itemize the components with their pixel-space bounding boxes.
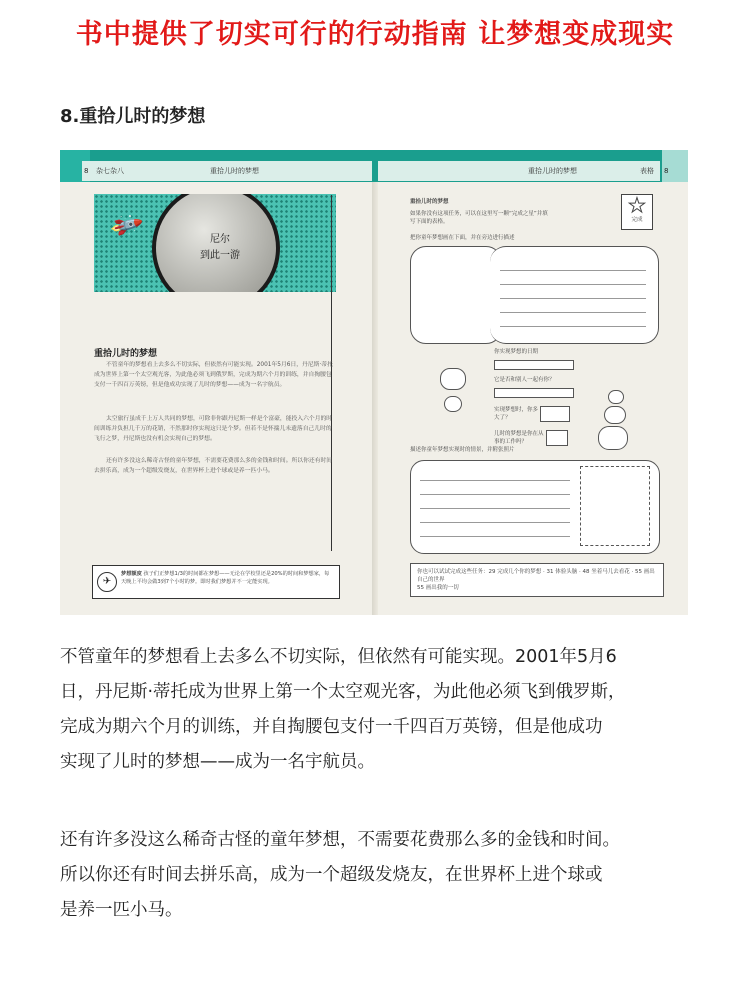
photo-prompt: 描述你童年梦想实现时的情景，并附张照片	[410, 447, 515, 453]
book-spine	[372, 182, 378, 615]
body-paragraph-1: 不管童年的梦想看上去多么不切实际，但依然有可能实现。2001年5月6 日，丹尼斯·蒂托成为世界上第一个太空观光客，为此他必须飞到俄罗斯， 完成为期六个月的训练，并自掏腰包支付一千四百万英镑，但是他成功 实现了儿时的梦想——成为一名宇航员。	[60, 647, 626, 772]
tip-icon: ✈	[97, 572, 117, 592]
write-line	[420, 494, 570, 495]
done-label: 完成	[631, 217, 643, 223]
right-page-tab	[662, 150, 688, 182]
field-date-label: 你实现梦想的日期	[494, 349, 539, 355]
write-line	[420, 508, 570, 509]
age-field-box	[540, 406, 570, 422]
field-cost-label: 实现梦想时，你多大了？	[494, 407, 539, 421]
moon-text-line2: 到此一游	[200, 250, 240, 261]
drawing-bubble	[410, 246, 502, 344]
form-instruction: 如果你没有这项任务，可以在这里写一颗“完成之星”并填写下面的表格。	[410, 211, 548, 225]
book-spread-image	[60, 150, 688, 615]
write-line	[420, 522, 570, 523]
related-tasks-box	[410, 563, 664, 597]
bubble-prompt: 把你童年梦想画在下面，并在旁边进行描述	[410, 235, 515, 241]
left-page-number: 8	[84, 167, 89, 175]
page-paragraph-2: 太空旅行虽成千上万人共同的梦想，可除非你跟丹尼斯一样是个富豪，能投入六个月的时间训练并负担几千万的花销，不然那时你实现这只是个梦。但若不是怀揣儿未遗落自己儿时的飞行之梦，丹尼斯也没有机会实现自己的梦想。	[94, 416, 333, 443]
thought-bubble-large	[440, 368, 466, 390]
star-icon: ★	[628, 193, 646, 217]
thought-bubble-right-large	[598, 426, 628, 450]
job-yes-box	[546, 430, 568, 446]
section-title: 8.重拾儿时的梦想	[60, 106, 206, 127]
tip-box	[92, 565, 340, 599]
tip-body: 孩子们正梦想1/3的时间都在梦想——无论在学校里还是20%的时间和梦想家，每天晚上平均会做3到7个小时的梦。即时我们梦想并不一定能实现。	[121, 571, 330, 585]
page-heading: 重拾儿时的梦想	[94, 349, 158, 359]
field-job-label: 儿时的梦想是你在从事的工作吗？	[494, 431, 544, 445]
moon-text-line1: 尼尔	[210, 234, 230, 245]
write-line	[500, 270, 646, 271]
body-paragraph-2: 还有许多没这么稀奇古怪的童年梦想，不需要花费那么多的金钱和时间。 所以你还有时间去拼乐高，成为一个超级发烧友，在世界杯上进个球或 是养一匹小马。	[60, 830, 620, 920]
moon-illustration	[94, 194, 336, 292]
thought-bubble-small	[444, 396, 462, 412]
shuttle-icon: 🚀	[107, 208, 144, 245]
page-paragraph-3: 还有许多没这么稀奇古怪的童年梦想，不需要花费那么多的金钱和时间。所以你还有时间去拼乐高，成为一个超级发烧友，在世界杯上进个球或是养一匹小马。	[94, 458, 333, 475]
related-tasks-text-2: 55 画出我的一切	[417, 585, 459, 591]
write-line	[500, 312, 646, 313]
done-star-box	[621, 194, 653, 230]
related-tasks-text: 你也可以试试完成这些任务：29 完成几个你的梦想 · 31 体验头脑 · 48 坐着马儿去看花 · 55 画出自己的世界	[417, 569, 655, 583]
left-running-head: 杂七杂八	[96, 167, 124, 175]
form-title: 重拾儿时的梦想	[410, 199, 449, 205]
photo-frame	[580, 466, 650, 546]
tip-label: 梦想额度	[121, 571, 142, 577]
right-strip-title: 重拾儿时的梦想	[528, 167, 577, 175]
tip-text	[121, 570, 333, 586]
left-header-strip	[82, 161, 372, 181]
together-field-box	[494, 388, 574, 398]
write-line	[500, 326, 646, 327]
moon-circle	[152, 194, 280, 292]
left-strip-title: 重拾儿时的梦想	[210, 167, 259, 175]
right-page-number: 8	[664, 167, 669, 175]
right-running-head: 表格	[640, 167, 654, 175]
write-line	[420, 536, 570, 537]
headline: 书中提供了切实可行的行动指南 让梦想变成现实	[75, 19, 675, 50]
description-bubble	[490, 246, 659, 344]
right-header-strip	[378, 161, 660, 181]
page-paragraph-1: 不管童年的梦想看上去多么不切实际，但依然有可能实现。2001年5月6日，丹尼斯·蒂托成为世界上第一个太空观光客，为此他必须飞到俄罗斯，完成为期六个月的训练，并自掏腰包支付一千四百万英镑，但是他成功实现了儿时的梦想——成为一名宇航员。	[94, 362, 333, 389]
write-line	[500, 284, 646, 285]
write-line	[500, 298, 646, 299]
field-together-label: 它是否和别人一起有你？	[494, 377, 555, 383]
thought-bubble-right-small	[608, 390, 624, 404]
date-field-box	[494, 360, 574, 370]
write-line	[420, 480, 570, 481]
thought-bubble-right-mid	[604, 406, 626, 424]
